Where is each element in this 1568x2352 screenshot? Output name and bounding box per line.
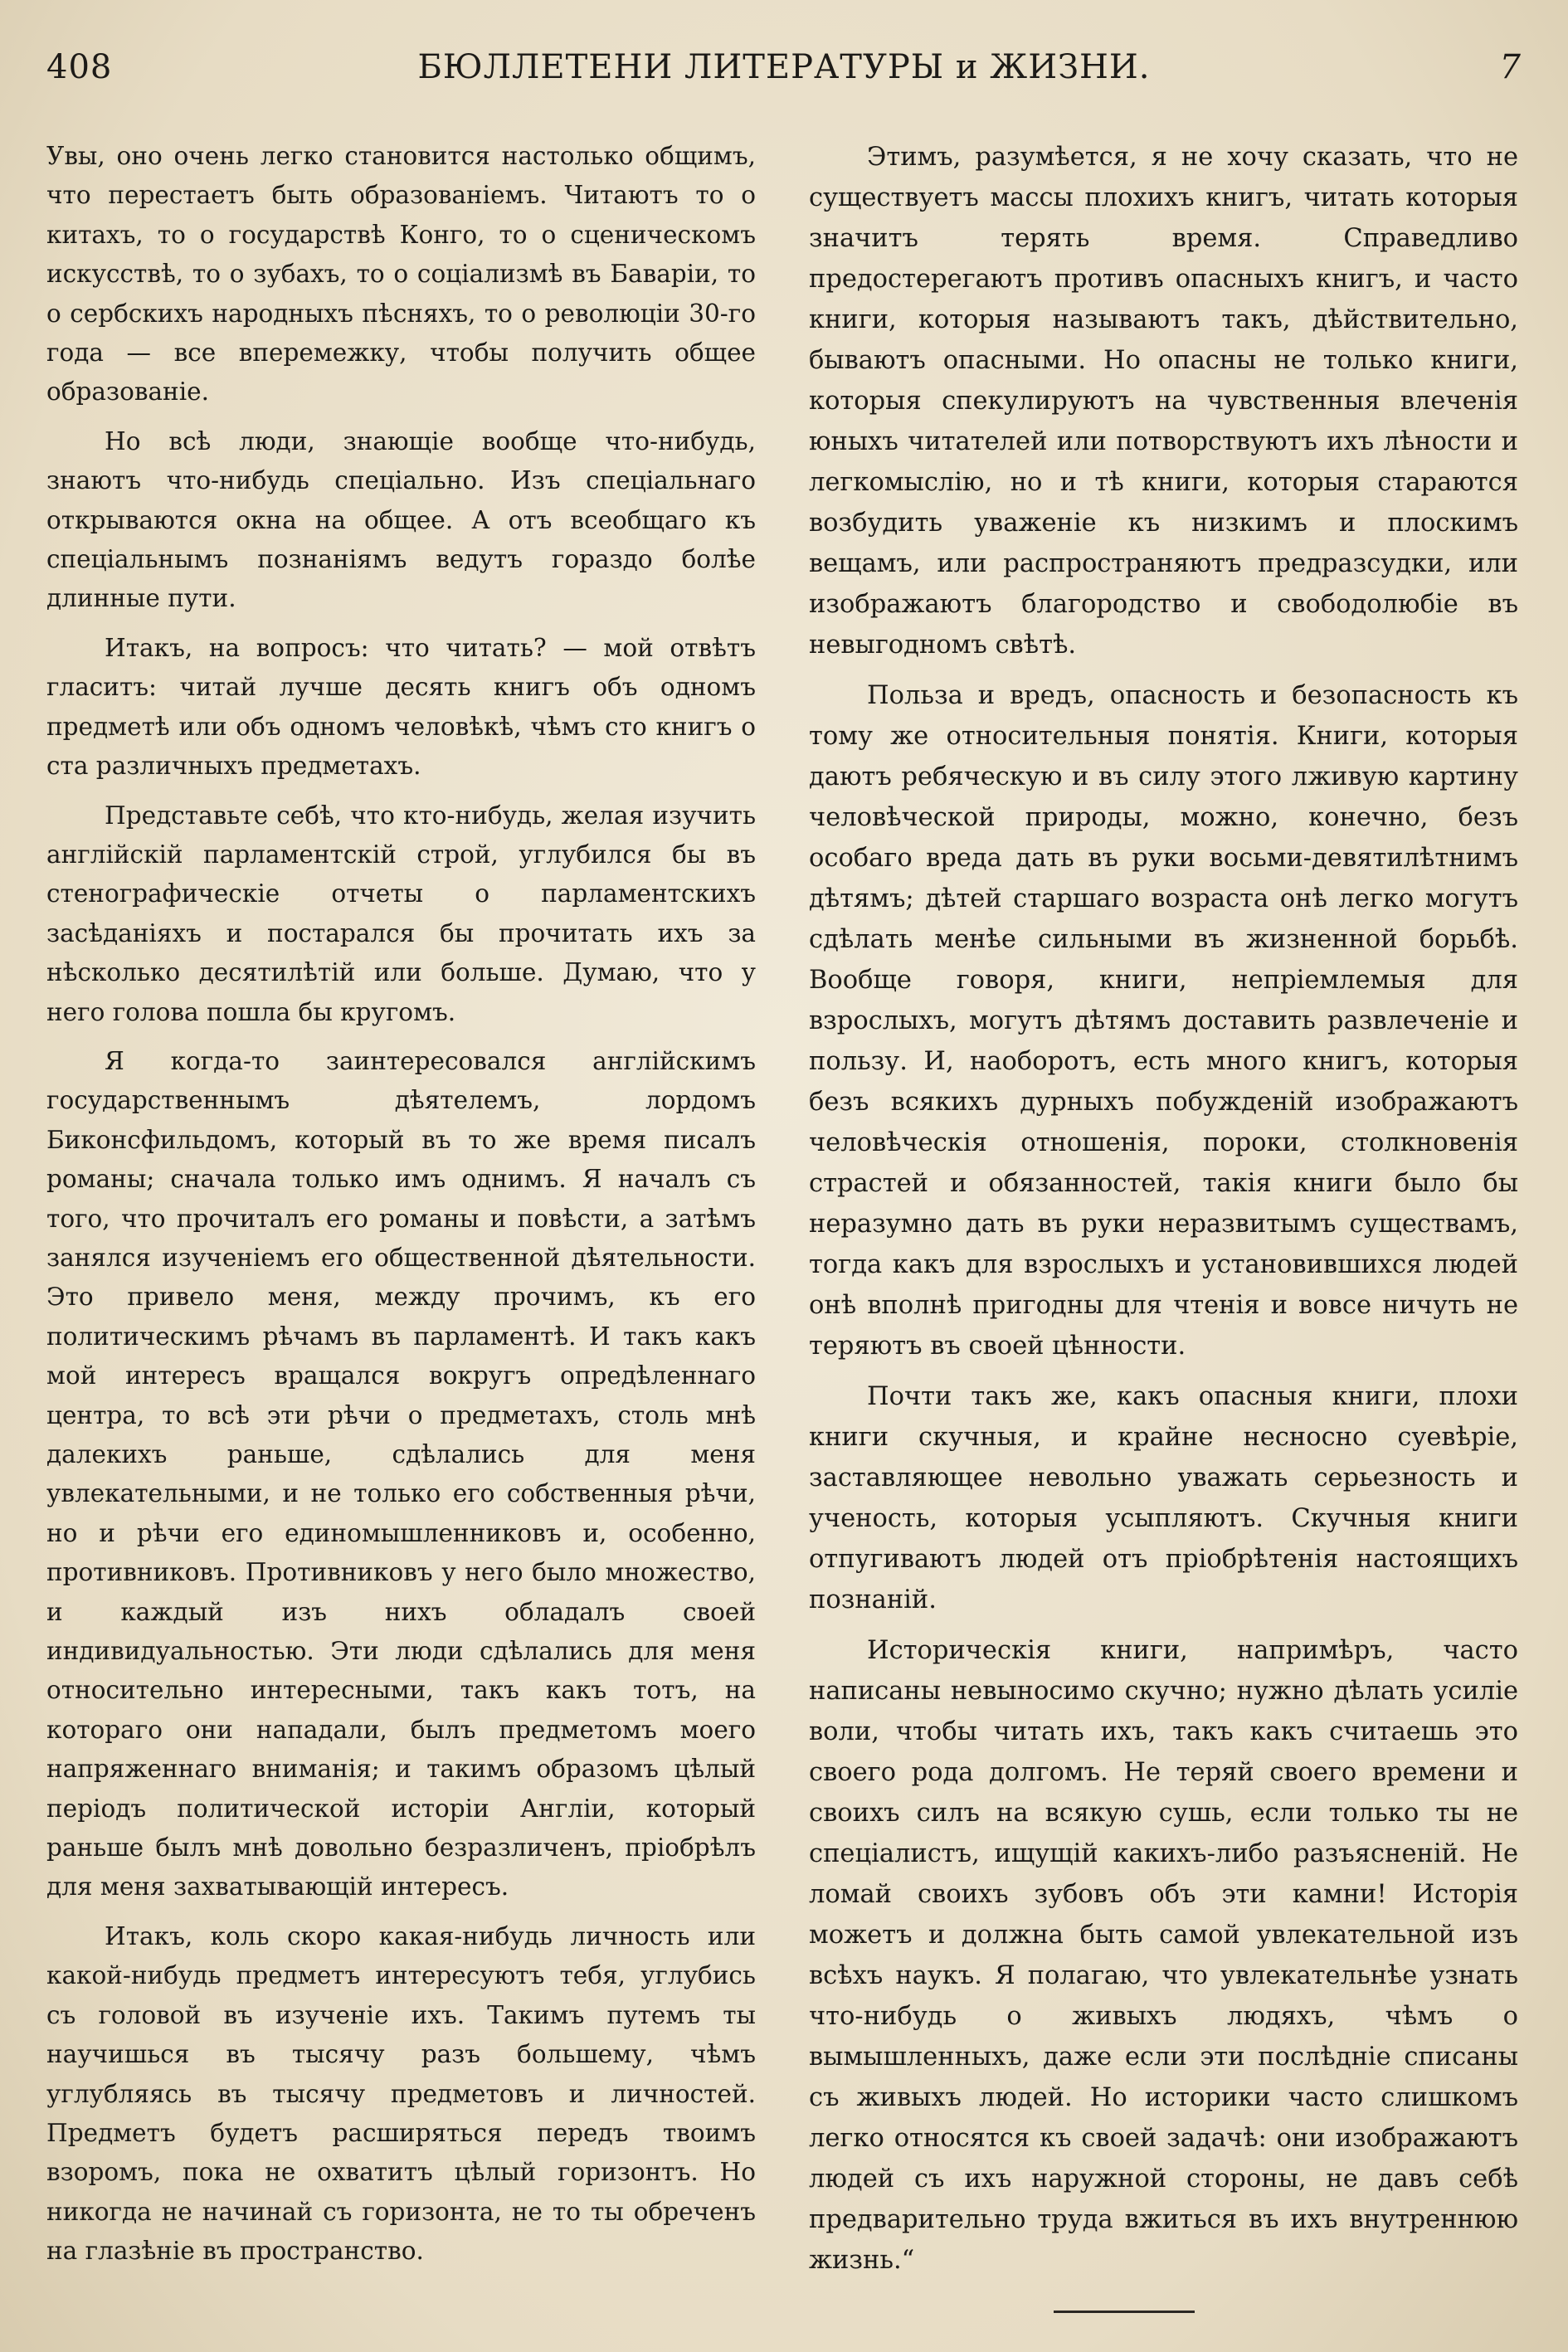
right-column bbox=[809, 137, 1518, 2302]
running-header bbox=[46, 48, 1522, 98]
journal-title: БЮЛЛЕТЕНИ ЛИТЕРАТУРЫ и ЖИЗНИ. bbox=[417, 48, 1151, 86]
paragraph: Итакъ, на вопросъ: что читать? — мой отвѣтъ гласитъ: читай лучше десять книгъ объ одномъ предметѣ или объ одномъ человѣкѣ, чѣмъ сто книгъ о ста различныхъ предметахъ. bbox=[46, 633, 756, 781]
paragraph: Увы, оно очень легко становится настолько общимъ, что перестаетъ быть образованіемъ. Читаютъ то о китахъ, то о государствѣ Конго, то о сценическомъ искусствѣ, то о зубахъ, то о соціализмѣ въ Баваріи, то о сербскихъ народныхъ пѣсняхъ, то о революціи 30-го года — все вперемежку, чтобы получить общее образованіе. bbox=[46, 142, 756, 407]
left-column bbox=[46, 137, 756, 2302]
paragraph: Этимъ, разумѣется, я не хочу сказать, что не существуетъ массы плохихъ книгъ, читать которыя значитъ терять время. Справедливо предостерегаютъ противъ опасныхъ книгъ, и часто книги, которыя называютъ такъ, дѣйствительно, бываютъ опасными. Но опасны не только книги, которыя спекулируютъ на чувственныя влеченія юныхъ читателей или потворствуютъ ихъ лѣности и легкомыслію, но и тѣ книги, которыя стараются возбудить уваженіе къ низкимъ и плоскимъ вещамъ, или распространяютъ предразсудки, или изображаютъ благородство и свободолюбіе въ невыгодномъ свѣтѣ. bbox=[809, 143, 1518, 660]
paragraph: Польза и вредъ, опасность и безопасность къ тому же относительныя понятія. Книги, которыя даютъ ребяческую и въ силу этого лживую картину человѣческой природы, можно, конечно, безъ особаго вреда дать въ руки восьми-девятилѣтнимъ дѣтямъ; дѣтей старшаго возраста онѣ легко могутъ сдѣлать менѣе сильными въ жизненной борьбѣ. Вообще говоря, книги, непріемлемыя для взрослыхъ, могутъ дѣтямъ доставить развлеченіе и пользу. И, наоборотъ, есть много книгъ, которыя безъ всякихъ дурныхъ побужденій изображаютъ человѣческія отношенія, пороки, столкновенія страстей и обязанностей, такія книги было бы неразумно дать въ руки неразвитымъ существамъ, тогда какъ для взрослыхъ и установившихся людей онѣ вполнѣ пригодны для чтенія и вовсе ничуть не теряютъ въ своей цѣнности. bbox=[809, 681, 1518, 1361]
paragraph: Историческія книги, напримѣръ, часто написаны невыносимо скучно; нужно дѣлать усиліе воли, чтобы читать ихъ, такъ какъ считаешь это своего рода долгомъ. Не теряй своего времени и своихъ силъ на всякую сушь, если только ты не спеціалистъ, ищущій какихъ-либо разъясненій. Не ломай своихъ зубовъ объ эти камни! Исторія можетъ и должна быть самой увлекательной изъ всѣхъ наукъ. Я полагаю, что увлекательнѣе узнать что-нибудь о живыхъ людяхъ, чѣмъ о вымышленныхъ, даже если эти послѣдніе списаны съ живыхъ людей. Но историки часто слишкомъ легко относятся къ своей задачѣ: они изображаютъ людей съ ихъ наружной стороны, не давъ себѣ предварительно труда вжиться въ ихъ внутреннюю жизнь.“ bbox=[809, 1636, 1518, 2275]
paragraph: Но всѣ люди, знающіе вообще что-нибудь, знаютъ что-нибудь спеціально. Изъ спеціальнаго открываются окна на общее. А отъ всеобщаго къ спеціальнымъ познаніямъ ведутъ гораздо болѣе длинные пути. bbox=[46, 426, 756, 613]
paragraph: Представьте себѣ, что кто-нибудь, желая изучить англійскій парламентскій строй, углубился бы въ стенографическіе отчеты о парламентскихъ засѣданіяхъ и постарался бы прочитать ихъ за нѣсколько десятилѣтій или больше. Думаю, что у него голова пошла бы кругомъ. bbox=[46, 801, 756, 1026]
end-rule bbox=[1054, 2311, 1195, 2313]
paragraph: Почти такъ же, какъ опасныя книги, плохи книги скучныя, и крайне несносно суевѣріе, заставляющее невольно уважать серьезность и ученость, которыя усыпляютъ. Скучныя книги отпугиваютъ людей отъ пріобрѣтенія настоящихъ познаній. bbox=[809, 1382, 1518, 1614]
issue-number: 7 bbox=[1499, 48, 1522, 86]
page-number: 408 bbox=[46, 48, 113, 86]
paragraph: Я когда-то заинтересовался англійскимъ государственнымъ дѣятелемъ, лордомъ Биконсфильдомъ, который въ то же время писалъ романы; сначала только имъ однимъ. Я началъ съ того, что прочиталъ его романы и повѣсти, а затѣмъ занялся изученіемъ его общественной дѣятельности. Это привело меня, между прочимъ, къ его политическимъ рѣчамъ въ парламентѣ. И такъ какъ мой интересъ вращался вокругъ опредѣленнаго центра, то всѣ эти рѣчи о предметахъ, столь мнѣ далекихъ раньше, сдѣлались для меня увлекательными, и не только его собственныя рѣчи, но и рѣчи его единомышленниковъ и, особенно, противниковъ. Противниковъ у него было множество, и каждый изъ нихъ обладалъ своей индивидуальностью. Эти люди сдѣлались для меня относительно интересными, такъ какъ тотъ, на котораго они нападали, былъ предметомъ моего напряженнаго вниманія; и такимъ образомъ цѣлый періодъ политической исторіи Англіи, который раньше былъ мнѣ довольно безразличенъ, пріобрѣлъ для меня захватывающій интересъ. bbox=[46, 1046, 756, 1902]
paragraph: Итакъ, коль скоро какая-нибудь личность или какой-нибудь предметъ интересуютъ тебя, углубись съ головой въ изученіе ихъ. Такимъ путемъ ты научишься въ тысячу разъ большему, чѣмъ углубляясь въ тысячу предметовъ и личностей. Предметъ будетъ расширяться передъ твоимъ взоромъ, пока не охватитъ цѣлый горизонтъ. Но никогда не начинай съ горизонта, не то ты обреченъ на глазѣніе въ пространство. bbox=[46, 1921, 756, 2266]
